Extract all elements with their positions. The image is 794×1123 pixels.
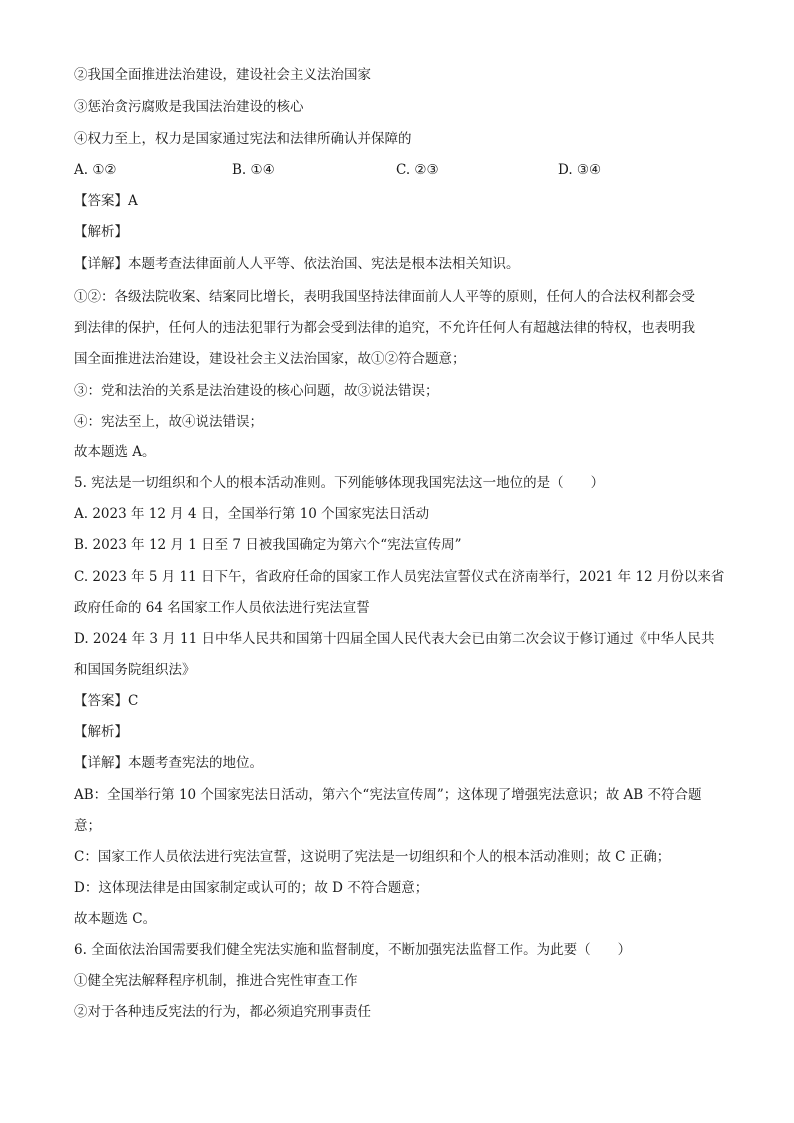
q4-option-a: A. ①② <box>74 162 117 178</box>
q4-explanation-1-line-3: 国全面推进法治建设，建设社会主义法治国家，故①②符合题意； <box>74 351 466 367</box>
q5-detail: 【详解】本题考查宪法的地位。 <box>74 755 263 771</box>
q6-item-1: ①健全宪法解释程序机制，推进合宪性审查工作 <box>74 973 358 989</box>
q4-detail: 【详解】本题考查法律面前人人平等、依法治国、宪法是根本法相关知识。 <box>74 256 520 272</box>
q5-analysis-heading: 【解析】 <box>74 724 128 740</box>
q5-explanation-2: C：国家工作人员依法进行宪法宣誓，这说明了宪法是一切组织和个人的根本活动准则；故 C 正确； <box>74 849 671 865</box>
q4-conclusion: 故本题选 A。 <box>74 444 156 460</box>
q5-option-c-line-1: C. 2023 年 5 月 11 日下午，省政府任命的国家工作人员宪法宣誓仪式在济南举行，2021 年 12 月份以来省 <box>74 569 725 585</box>
q6-item-2: ②对于各种违反宪法的行为，都必须追究刑事责任 <box>74 1004 371 1020</box>
q5-answer: 【答案】C <box>74 693 139 709</box>
q5-option-d-line-1: D. 2024 年 3 月 11 日中华人民共和国第十四届全国人民代表大会已由第二次会议于修订通过《中华人民共 <box>74 631 715 647</box>
q4-option-b: B. ①④ <box>232 162 275 178</box>
q4-answer: 【答案】A <box>74 193 138 209</box>
q4-analysis-heading: 【解析】 <box>74 224 128 240</box>
q5-explanation-3: D：这体现法律是由国家制定或认可的；故 D 不符合题意； <box>74 880 429 896</box>
q4-explanation-1-line-1: ①②：各级法院收案、结案同比增长，表明我国坚持法律面前人人平等的原则，任何人的合法权利都会受 <box>74 289 695 305</box>
q6-stem: 6. 全面依法治国需要我们健全宪法实施和监督制度，不断加强宪法监督工作。为此要（ ） <box>74 942 632 958</box>
q4-explanation-1-line-2: 到法律的保护，任何人的违法犯罪行为都会受到法律的追究，不允许任何人有超越法律的特权，也表明我 <box>74 320 695 336</box>
q4-explanation-2: ③：党和法治的关系是法治建设的核心问题，故③说法错误； <box>74 383 439 399</box>
q5-option-d-line-2: 和国国务院组织法》 <box>74 662 196 678</box>
q4-item-4: ④权力至上，权力是国家通过宪法和法律所确认并保障的 <box>74 131 412 147</box>
q5-option-c-line-2: 政府任命的 64 名国家工作人员依法进行宪法宣誓 <box>74 600 370 616</box>
q5-explanation-1-line-1: AB：全国举行第 10 个国家宪法日活动，第六个“宪法宣传周”；这体现了增强宪法意识；故 AB 不符合题 <box>74 787 702 803</box>
q5-option-a: A. 2023 年 12 月 4 日，全国举行第 10 个国家宪法日活动 <box>74 506 430 522</box>
q4-explanation-3: ④：宪法至上，故④说法错误； <box>74 414 263 430</box>
q5-explanation-1-line-2: 意； <box>74 818 101 834</box>
q4-item-3: ③惩治贪污腐败是我国法治建设的核心 <box>74 99 304 115</box>
q4-option-c: C. ②③ <box>396 162 439 178</box>
q4-item-2: ②我国全面推进法治建设，建设社会主义法治国家 <box>74 67 371 83</box>
q5-option-b: B. 2023 年 12 月 1 日至 7 日被我国确定为第六个“宪法宣传周” <box>74 537 462 553</box>
q5-stem: 5. 宪法是一切组织和个人的根本活动准则。下列能够体现我国宪法这一地位的是（ ） <box>74 475 605 491</box>
q4-option-d: D. ③④ <box>558 162 602 178</box>
q5-conclusion: 故本题选 C。 <box>74 911 157 927</box>
